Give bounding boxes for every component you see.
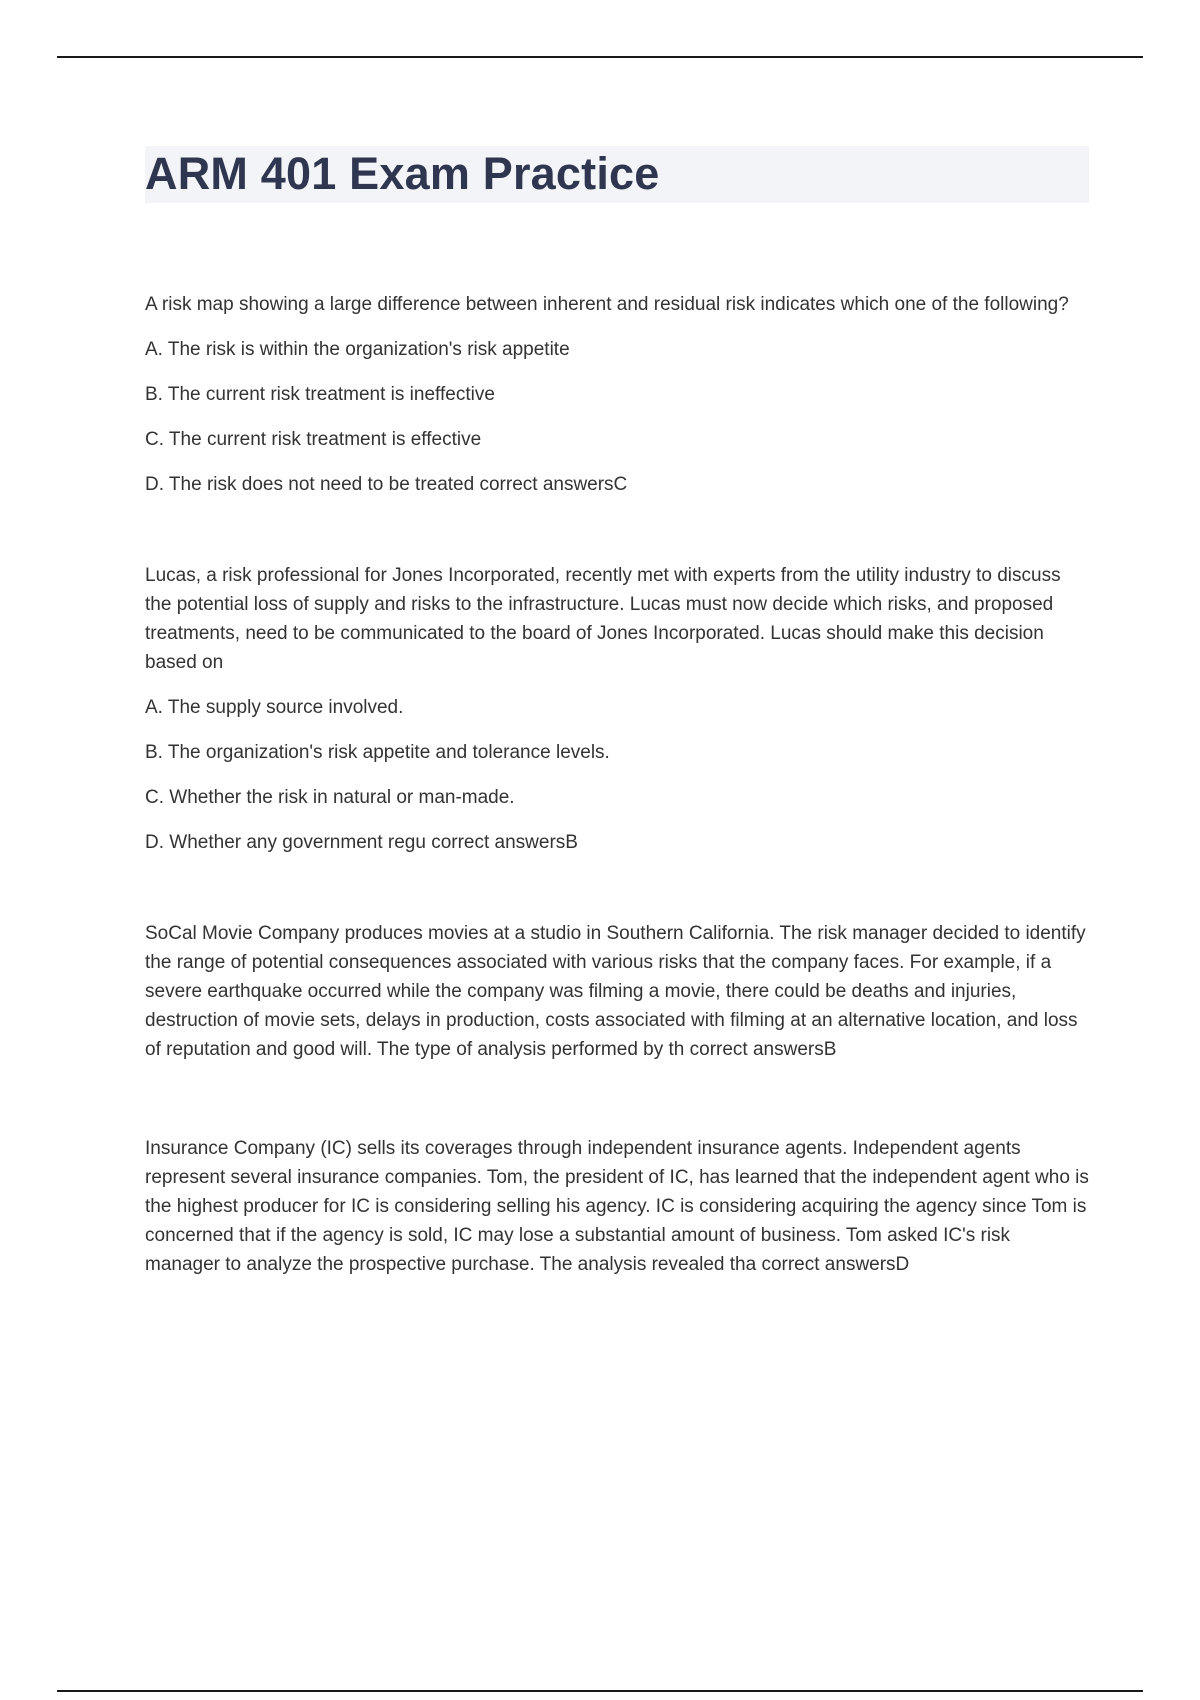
answer-option: B. The current risk treatment is ineffective: [145, 384, 495, 405]
answer-option: C. The current risk treatment is effective: [145, 429, 482, 450]
question-3: [145, 919, 1090, 1064]
question-stem: SoCal Movie Company produces movies at a studio in Southern California. The risk manager decided to identify the range of potential consequences associated with various risks that the company faces. For example, if a severe earthquake occurred while the company was filming a movie, there could be deaths and injuries, destruction of movie sets, delays in production, costs associated with filming at an alternative location, and loss of reputation and good will. The type of analysis performed by th correct answersB: [145, 923, 1086, 1060]
header-rule: [57, 56, 1143, 58]
answer-option: C. Whether the risk in natural or man-made.: [145, 787, 515, 808]
question-4: [145, 1134, 1090, 1279]
question-stem: Lucas, a risk professional for Jones Incorporated, recently met with experts from the utility industry to discuss the potential loss of supply and risks to the infrastructure. Lucas must now decide which risks, and proposed treatments, need to be communicated to the board of Jones Incorporated. Lucas should make this decision based on: [145, 565, 1061, 673]
document-body: [145, 290, 1090, 1341]
footer-rule: [57, 1690, 1143, 1692]
answer-option: D. The risk does not need to be treated correct answersC: [145, 474, 628, 495]
answer-option: D. Whether any government regu correct answersB: [145, 832, 578, 853]
question-2: [145, 561, 1090, 857]
answer-option: B. The organization's risk appetite and tolerance levels.: [145, 742, 610, 763]
question-1: [145, 290, 1090, 499]
answer-option: A. The risk is within the organization's risk appetite: [145, 339, 570, 360]
question-stem: Insurance Company (IC) sells its coverages through independent insurance agents. Independent agents represent several insurance companies. Tom, the president of IC, has learned that the independent agent who is the highest producer for IC is considering selling his agency. IC is considering acquiring the agency since Tom is concerned that if the agency is sold, IC may lose a substantial amount of business. Tom asked IC's risk manager to analyze the prospective purchase. The analysis revealed tha correct answersD: [145, 1138, 1089, 1275]
document-title: ARM 401 Exam Practice: [145, 148, 660, 199]
answer-option: A. The supply source involved.: [145, 697, 404, 718]
question-stem: A risk map showing a large difference between inherent and residual risk indicates which one of the following?: [145, 294, 1069, 315]
